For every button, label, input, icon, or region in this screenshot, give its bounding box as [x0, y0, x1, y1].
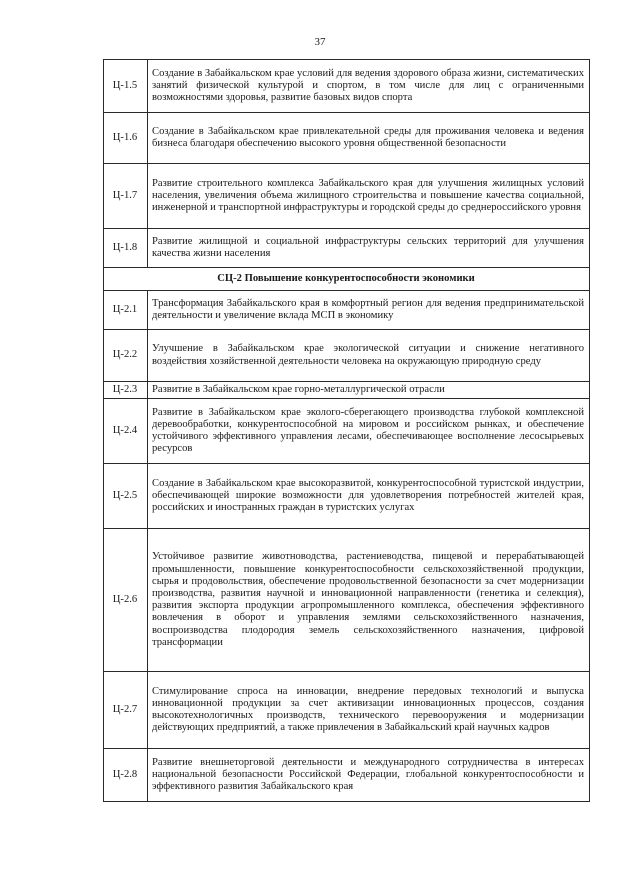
table-row — [104, 164, 590, 229]
goal-code: Ц-1.6 — [104, 113, 148, 164]
goal-description: Развитие внешнеторговой деятельности и международного сотрудничества в интересах национальной безопасности Российской Федерации, глобальной конкурентоспособности и эффективного развития Забайкальского края — [148, 749, 590, 802]
goal-code: Ц-1.5 — [104, 60, 148, 113]
goal-description: Развитие в Забайкальском крае эколого-сберегающего производства глубокой комплексной деревообработки, конкурентоспособной на мировом и российском рынках, и обеспечение устойчивого эффективного управления лесами, обеспечивающее восполнение лесосырьевых ресурсов — [148, 399, 590, 464]
table-row — [104, 382, 590, 399]
goal-description: Развитие жилищной и социальной инфраструктуры сельских территорий для улучшения качества жизни населения — [148, 229, 590, 268]
goal-description: Улучшение в Забайкальском крае экологической ситуации и снижение негативного воздействия хозяйственной деятельности человека на окружающую природную среду — [148, 330, 590, 382]
goal-description: Развитие в Забайкальском крае горно-металлургической отрасли — [148, 382, 590, 399]
table-row — [104, 672, 590, 749]
goal-description: Развитие строительного комплекса Забайкальского края для улучшения жилищных условий населения, увеличения объема жилищного строительства и повышение качества социальной, инженерной и транспортной инфраструктуры и городской среды до среднероссийского уровня — [148, 164, 590, 229]
goal-description: Создание в Забайкальском крае высокоразвитой, конкурентоспособной туристской индустрии, обеспечивающей широкие возможности для удовлетворения потребностей жителей края, российских и иностранных граждан в туристских услугах — [148, 464, 590, 529]
goal-code: Ц-2.5 — [104, 464, 148, 529]
table-row — [104, 113, 590, 164]
goal-code: Ц-2.1 — [104, 291, 148, 330]
goal-code: Ц-2.4 — [104, 399, 148, 464]
table-row — [104, 60, 590, 113]
section-title: СЦ-2 Повышение конкурентоспособности экономики — [104, 268, 590, 291]
table-row — [104, 291, 590, 330]
table-row — [104, 749, 590, 802]
goal-description: Трансформация Забайкальского края в комфортный регион для ведения предпринимательской деятельности и увеличение вклада МСП в экономику — [148, 291, 590, 330]
table-row — [104, 229, 590, 268]
goal-code: Ц-2.6 — [104, 529, 148, 672]
goals-table — [103, 59, 590, 802]
page-number: 37 — [314, 36, 326, 48]
table-row — [104, 330, 590, 382]
goal-description: Создание в Забайкальском крае условий для ведения здорового образа жизни, систематических занятий физической культурой и спортом, в том числе для лиц с ограниченными возможностями здоровья, развитие базовых видов спорта — [148, 60, 590, 113]
table-row — [104, 399, 590, 464]
goal-code: Ц-2.2 — [104, 330, 148, 382]
goal-description: Стимулирование спроса на инновации, внедрение передовых технологий и выпуска инновационной продукции за счет активизации инновационных процессов, создания высокотехнологичных производств, технического перевооружения и модернизации действующих предприятий, а также привлечения в Забайкальский край научных кадров — [148, 672, 590, 749]
table-row — [104, 464, 590, 529]
goal-code: Ц-2.3 — [104, 382, 148, 399]
goal-code: Ц-1.8 — [104, 229, 148, 268]
goal-description: Устойчивое развитие животноводства, растениеводства, пищевой и перерабатывающей промышленности, повышение конкурентоспособности сельскохозяйственной продукции, сырья и продовольствия, обеспечение продовольственной безопасности за счет модернизации производства, развития научной и инновационной направленности (генетика и селекция), развития экспорта продукции агропромышленного комплекса, обеспечения эффективного вовлечения в оборот и управления землями сельскохозяйственного назначения, воспроизводства плодородия земель сельскохозяйственного назначения, цифровой трансформации — [148, 529, 590, 672]
goal-code: Ц-2.7 — [104, 672, 148, 749]
goal-description: Создание в Забайкальском крае привлекательной среды для проживания человека и ведения бизнеса благодаря обеспечению высокого уровня общественной безопасности — [148, 113, 590, 164]
goal-code: Ц-1.7 — [104, 164, 148, 229]
table-row — [104, 529, 590, 672]
section-row — [104, 268, 590, 291]
goal-code: Ц-2.8 — [104, 749, 148, 802]
